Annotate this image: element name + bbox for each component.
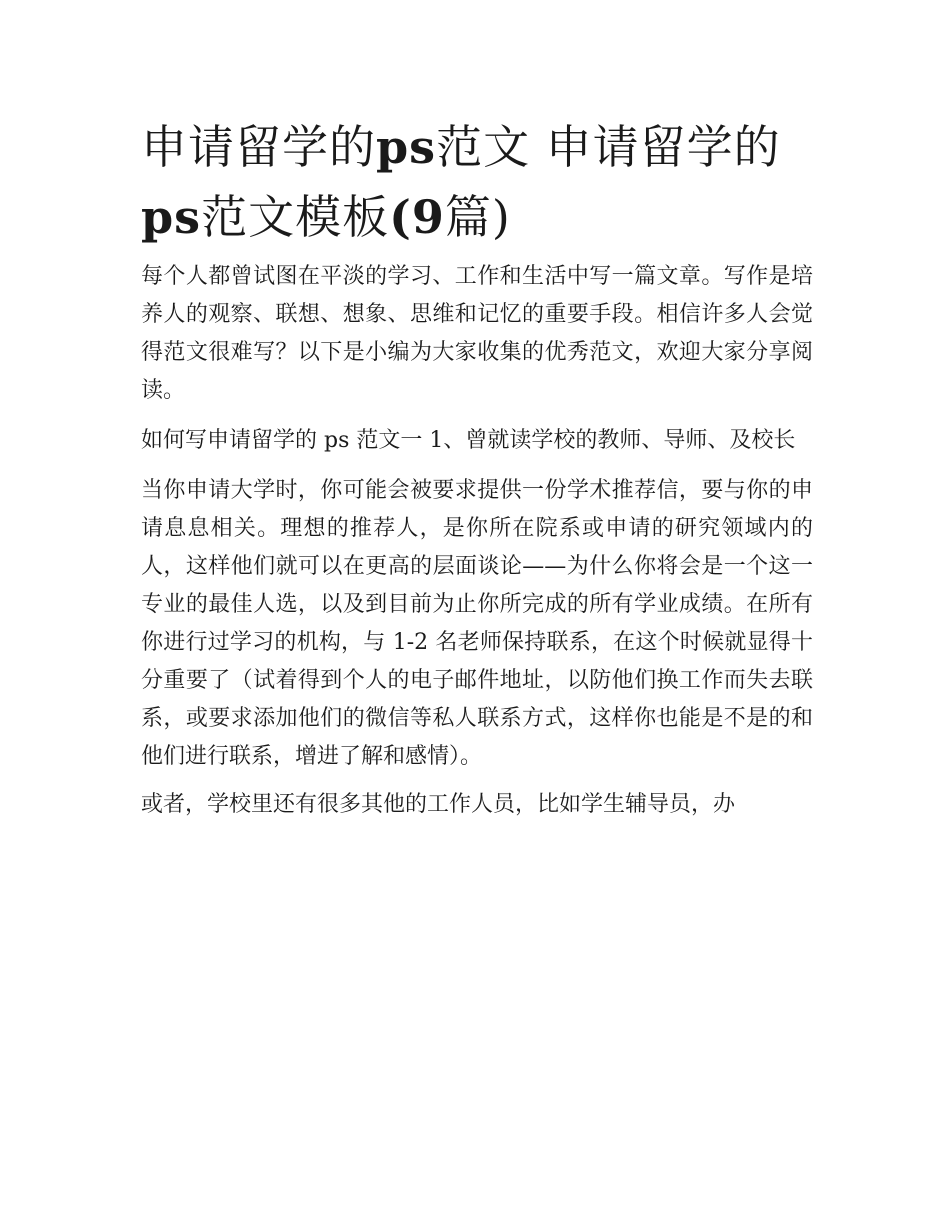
title-text-1: 申请留学的 <box>141 120 376 174</box>
document-page <box>141 112 813 824</box>
document-title <box>141 112 813 252</box>
title-text-7: 篇) <box>444 190 511 244</box>
title-text-5: 范文模板 <box>201 190 390 244</box>
title-text-6: (9 <box>389 190 445 244</box>
intro-paragraph: 每个人都曾试图在平淡的学习、工作和生活中写一篇文章。写作是培养人的观察、联想、想象、思维和记忆的重要手段。相信许多人会觉得范文很难写？以下是小编为大家收集的优秀范文，欢迎大家分享阅读。 <box>141 264 813 403</box>
title-text-4: ps <box>141 190 202 244</box>
title-text-2: ps <box>376 120 437 174</box>
body-paragraph-continued: 或者，学校里还有很多其他的工作人员，比如学生辅导员，办 <box>141 792 736 817</box>
body-paragraph: 当你申请大学时，你可能会被要求提供一份学术推荐信，要与你的申请息息相关。理想的推荐人，是你所在院系或申请的研究领域内的人，这样他们就可以在更高的层面谈论——为什么你将会是一个这一专业的最佳人选，以及到目前为止你所完成的所有学业成绩。在所有你进行过学习的机构，与 1-2 名老师保持联系，在这个时候就显得十分重要了（试着得到个人的电子邮件地址，以防他们换工作而失去联系，或要求添加他们的微信等私人联系方式，这样你也能是不是的和他们进行联系，增进了解和感情）。 <box>141 478 813 769</box>
title-text-3: 范文 申请留学的 <box>436 120 781 174</box>
section-heading-paragraph: 如何写申请留学的 ps 范文一 1、曾就读学校的教师、导师、及校长 <box>141 428 796 453</box>
